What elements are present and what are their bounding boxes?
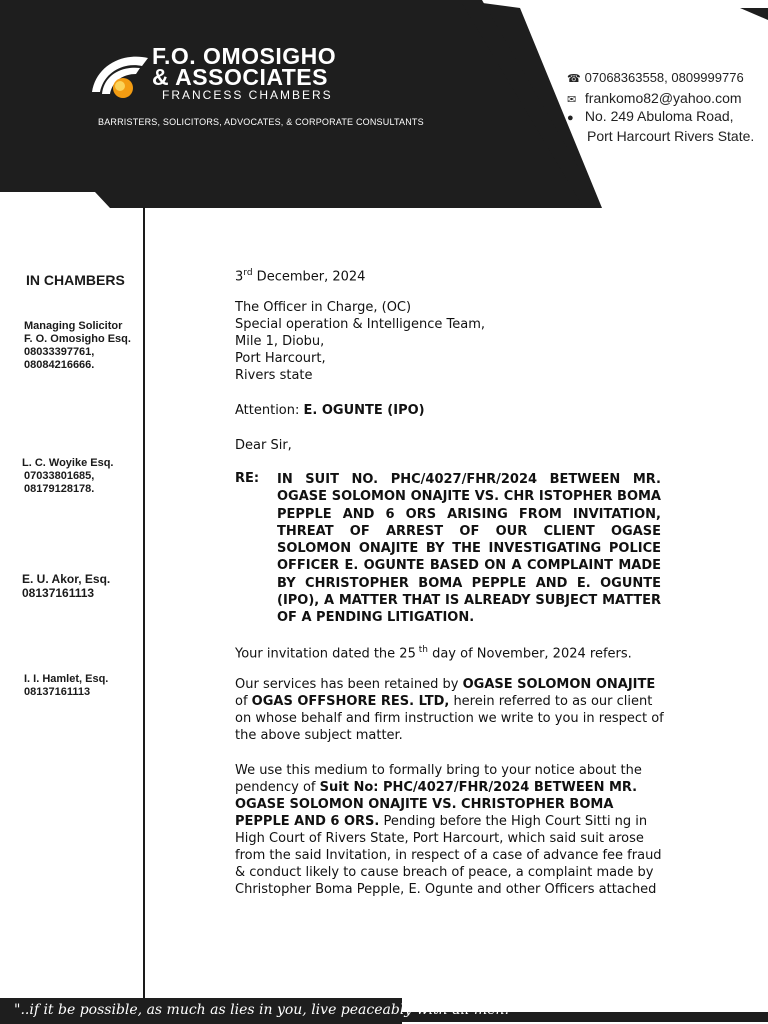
attention-line: Attention: E. OGUNTE (IPO) <box>235 403 425 418</box>
managing-label: Managing Solicitor <box>24 320 123 332</box>
salutation: Dear Sir, <box>235 438 292 453</box>
partner-name: E. U. Akor, Esq. <box>22 572 111 586</box>
re-label: RE: <box>235 471 260 486</box>
partner-phone-2: 08179128178. <box>24 483 95 495</box>
re-subject: IN SUIT NO. PHC/4027/FHR/2024 BETWEEN MR. OGASE SOLOMON ONAJITE VS. CHR ISTOPHER BOMA PEPPLE AND 6 ORS ARISING FROM INVITATION, THREAT OF ARREST OF OUR CLIENT OGASE SOLOMON ONAJITE BY THE INVESTIGATING POLICE OFFICER E. OGUNTE BASED ON A COMPLAINT MADE BY CHRISTOPHER BOMA PEPPLE AND E. OGUNTE (IPO), A MATTER THAT IS ALREADY SUBJECT MATTER OF A PENDING LITIGATION. <box>277 472 661 626</box>
managing-phone-2: 08084216666. <box>24 359 95 371</box>
letter-date: 3rd December, 2024 <box>235 268 366 285</box>
location-pin-icon: ● <box>567 112 574 124</box>
letterhead-banner <box>0 0 602 208</box>
partner-akor <box>22 572 110 600</box>
contact-email <box>567 90 742 106</box>
partner-woyike <box>22 457 114 496</box>
phone-icon: ☎ <box>567 73 581 85</box>
firm-name-line-1: F.O. OMOSIGHO <box>152 43 337 69</box>
paragraph-pendency: We use this medium to formally bring to your notice about the pendency of Suit No: PHC/4027/FHR/2024 BETWEEN MR. OGASE SOLOMON ONAJITE VS. CHRISTOPHER BOMA PEPPLE AND 6 ORS. Pending before the High Court Sitti ng in High Court of Rivers State, Port Harcourt, which said suit arose from the said Invitation, in respect of a case of advance fee fraud & conduct likely to cause breach of peace, a complaint made by Christopher Boma Pepple, E. Ogunte and other Officers attached <box>235 763 662 897</box>
envelope-icon: ✉ <box>567 94 577 106</box>
firm-name-line-2: & ASSOCIATES <box>152 64 328 90</box>
email-text: frankomo82@yahoo.com <box>584 90 742 106</box>
sidebar-divider <box>143 207 145 1004</box>
corner-mark <box>740 8 768 20</box>
managing-name: F. O. Omosigho Esq. <box>24 333 131 345</box>
firm-tagline: BARRISTERS, SOLICITORS, ADVOCATES, & CORPORATE CONSULTANTS <box>98 117 424 127</box>
partner-phone-1: 07033801685, <box>24 470 95 482</box>
partner-hamlet <box>24 673 108 699</box>
partner-phone: 08137161113 <box>22 586 95 600</box>
partner-phone: 08137161113 <box>24 686 91 698</box>
partner-managing <box>24 320 131 372</box>
paragraph-invitation: Your invitation dated the 25 $^{th}$ day of November, 2024 refers. <box>235 645 632 662</box>
paragraph-retained: Our services has been retained by OGASE SOLOMON ONAJITE of OGAS OFFSHORE RES. LTD, herein referred to as our client on whose behalf and firm instruction we write to you in respect of the above subject matter. <box>235 677 664 743</box>
address-line-1: No. 249 Abuloma Road, <box>584 108 734 124</box>
contact-address <box>567 108 734 124</box>
footer-quote: "..if it be possible, as much as lies in you, live peaceably with all men." <box>14 1002 516 1018</box>
address-line-2: Port Harcourt Rivers State. <box>587 128 755 144</box>
recipient-address: The Officer in Charge, (OC) Special operation & Intelligence Team, Mile 1, Diobu, Port Harcourt, Rivers state <box>235 300 486 383</box>
firm-subtitle: FRANCESS CHAMBERS <box>162 88 333 102</box>
partner-name: I. I. Hamlet, Esq. <box>24 673 109 685</box>
sidebar-title: IN CHAMBERS <box>26 272 125 288</box>
phone-text: 07068363558, 0809999776 <box>584 70 744 85</box>
contact-phone <box>567 70 744 85</box>
managing-phone-1: 08033397761, <box>24 346 95 358</box>
partner-name: L. C. Woyike Esq. <box>22 457 114 469</box>
